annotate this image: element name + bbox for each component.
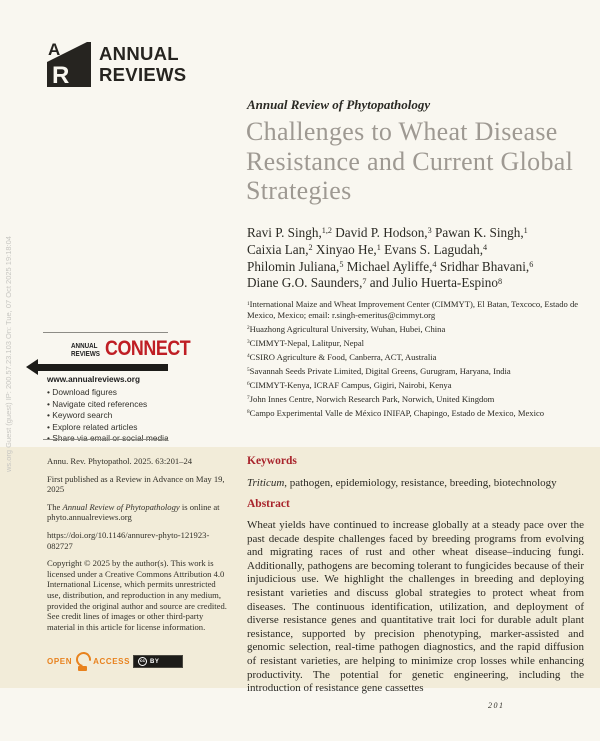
page-number: 201 [488, 701, 505, 710]
monogram-a: A [48, 42, 61, 59]
abstract-heading: Abstract [247, 498, 290, 510]
author-line: Philomin Juliana,$^5$ Michael Ayliffe,$^4$ Sridhar Bhavani,$^6$ [247, 258, 534, 274]
monogram-r: R [52, 62, 70, 87]
connect-box-top-rule [43, 332, 168, 333]
connect-brand [71, 342, 100, 358]
connect-feature-item: • Download figures [47, 387, 169, 399]
article-title-line: Resistance and Current Global [246, 146, 574, 176]
access-label: ACCESS [93, 657, 131, 666]
author-line: Ravi P. Singh,$^{1,2}$ David P. Hodson,$^3$ Pawan K. Singh,$^1$ [247, 225, 528, 240]
logo-wordmark-line1: ANNUAL [99, 43, 179, 64]
open-access-row [47, 652, 183, 671]
keywords-heading: Keywords [247, 455, 297, 467]
logo-wordmark-line2: REVIEWS [99, 63, 187, 85]
cc-icon: cc [138, 657, 147, 666]
citation-column [47, 456, 227, 639]
doi-link[interactable]: https://doi.org/10.1146/annurev-phyto-121923-082727 [47, 529, 210, 551]
affiliations [247, 299, 589, 422]
affiliation-item: $^8$Campo Experimental Valle de México INIFAP, Chapingo, Estado de Mexico, Mexico [247, 407, 545, 418]
affiliation-item: $^2$Huazhong Agricultural University, Wuhan, Hubei, China [247, 323, 446, 334]
connect-feature-item: • Navigate cited references [47, 399, 169, 411]
ar-monogram-icon [47, 42, 91, 87]
affiliation-item: $^1$International Maize and Wheat Improvement Center (CIMMYT), El Batan, Texcoco, Estado de Mexico, Mexico; email: r.singh-emeritus@cimmyt.org [247, 299, 579, 320]
article-title [246, 117, 573, 206]
left-arrow-icon [26, 359, 38, 375]
affiliation-item: $^3$CIMMYT-Nepal, Lalitpur, Nepal [247, 337, 365, 348]
connect-feature-item: • Keyword search [47, 410, 169, 422]
affiliation-item: $^6$CIMMYT-Kenya, ICRAF Campus, Gigiri, Nairobi, Kenya [247, 379, 452, 390]
article-title-line: Challenges to Wheat Disease [246, 117, 558, 146]
logo-wordmark [99, 44, 186, 85]
article-title-line: Strategies [246, 176, 352, 205]
connect-feature-item: • Share via email or social media [47, 433, 169, 445]
first-published-note: First published as a Review in Advance on May 19, 2025 [47, 473, 225, 495]
connect-title: CONNECT [105, 337, 191, 360]
author-line: Caixia Lan,$^2$ Xinyao He,$^1$ Evans S. Lagudah,$^4$ [247, 241, 488, 257]
connect-feature-list [47, 387, 169, 445]
keywords-genus: Triticum [247, 477, 285, 489]
affiliation-item: $^7$John Innes Centre, Norwich Research Park, Norwich, United Kingdom [247, 393, 495, 404]
copyright-notice: Copyright © 2025 by the author(s). This work is licensed under a Creative Commons Attribution 4.0 International License, which permits unrestricted use, distribution, and reproduction in any medium, provided the original author and source are credited. See credit lines of images or other third-party material in this article for license information. [47, 558, 227, 632]
open-lock-icon [75, 652, 90, 671]
online-note [47, 502, 227, 523]
affiliation-item: $^5$Savannah Seeds Private Limited, Digital Greens, Gurugram, Haryana, India [247, 365, 511, 376]
journal-name: Annual Review of Phytopathology [247, 97, 431, 112]
author-line: Diane G.O. Saunders,$^7$ and Julio Huerta-Espino$^8$ [247, 275, 503, 291]
connect-box-bottom-rule [43, 439, 168, 440]
affiliation-item: $^4$CSIRO Agriculture & Food, Canberra, ACT, Australia [247, 351, 437, 362]
online-note-post: is online at phyto.annualreviews.org [47, 501, 220, 523]
download-watermark: ws.org Guest (guest) IP: 200.57.23.103 On: Tue, 07 Oct 2025 19:18:04 [4, 236, 13, 472]
connect-url-link[interactable]: www.annualreviews.org [47, 375, 140, 384]
online-note-pre: The [47, 501, 63, 512]
left-arrow-bar [37, 364, 168, 371]
cc-by-label: BY [150, 658, 160, 665]
citation-reference: Annu. Rev. Phytopathol. 2025. 63:201–24 [47, 456, 193, 466]
keywords-text [247, 477, 557, 489]
keywords-rest: , pathogen, epidemiology, resistance, breeding, biotechnology [284, 477, 557, 489]
abstract-text: Wheat yields have continued to increase globally at a steady pace over the past decade despite challenges faced by breeding programs from evolving and migrating races of rust and other wheat disease–inducing fungi. Additionally, pathogens are becoming tolerant to fungicides because of their injudicious use. We highlight the challenges in breeding and deploying resistant varieties and discuss global strategies to protect wheat from diseases. The continuous identification, utilization, and deployment of diverse resistance genes and quantitative trait loci for durable adult plant resistance, supported by precision phenotyping, marker-assisted and genomic selection, real-time pathogen diagnostics, and the rapid diffusion of resistant varieties, are helping to minimize crop losses while enhancing productivity. The potential for genetic engineering, including the introduction of resistance gene cassettes [247, 519, 584, 695]
connect-feature-item: • Explore related articles [47, 422, 169, 434]
online-journal-name: Annual Review of Phytopathology [62, 501, 180, 512]
authors [247, 225, 533, 292]
connect-brand-line2: REVIEWS [71, 348, 100, 358]
cc-by-badge[interactable] [133, 655, 183, 668]
connect-brand-line1: ANNUAL [71, 341, 98, 350]
open-label: OPEN [47, 657, 73, 666]
annual-reviews-logo [47, 42, 186, 87]
